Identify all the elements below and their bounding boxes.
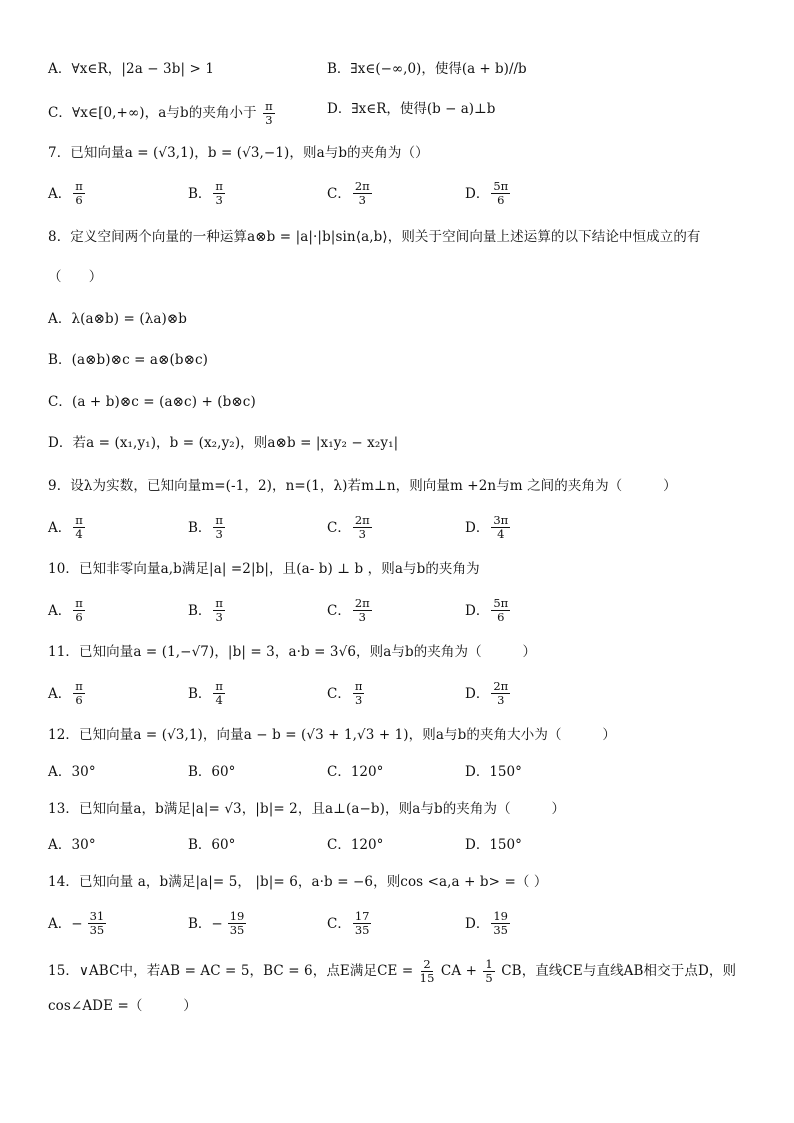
minus-sign: − xyxy=(71,915,83,932)
option-label: D． xyxy=(465,519,490,536)
q13-option-b: B．60° xyxy=(188,837,236,853)
fraction-denominator: 6 xyxy=(75,693,83,707)
q15-stem xyxy=(48,958,736,985)
q10-stem: 10．已知非零向量a,b满足|a| =2|b|，且(a- b) ⊥ b ，则a与b的夹角为 xyxy=(48,561,480,577)
option-fraction xyxy=(213,597,225,624)
option-label: D． xyxy=(465,685,490,702)
option-fraction xyxy=(491,680,510,707)
fraction-numerator: 2π xyxy=(354,596,370,610)
fraction-denominator: 6 xyxy=(497,610,505,624)
q14-option-b xyxy=(188,910,248,937)
fraction-denominator: 35 xyxy=(229,923,245,937)
q13-option-a: A．30° xyxy=(48,837,96,853)
fraction-denominator: 6 xyxy=(497,193,505,207)
q8-option-c: C．(a + b)⊗c = (a⊗c) + (b⊗c) xyxy=(48,394,256,410)
option-label: C． xyxy=(327,185,351,202)
q9-option-b xyxy=(188,514,227,541)
fraction-denominator: 3 xyxy=(354,693,363,707)
fraction-denominator: 35 xyxy=(354,923,370,937)
q8-option-b: B．(a⊗b)⊗c = a⊗(b⊗c) xyxy=(48,352,209,368)
option-label: C． xyxy=(327,685,351,702)
option-c-fraction xyxy=(263,100,275,127)
q12-option-a: A．30° xyxy=(48,764,96,780)
option-label: B． xyxy=(188,685,212,702)
option-fraction xyxy=(353,680,365,707)
option-label: C． xyxy=(327,519,351,536)
q7-stem: 7．已知向量a = (√3,1)，b = (√3,−1)，则a与b的夹角为（） xyxy=(48,145,429,161)
option-fraction xyxy=(73,514,85,541)
option-fraction xyxy=(228,910,247,937)
q10-option-d xyxy=(465,597,512,624)
q9-option-c xyxy=(327,514,374,541)
minus-sign: − xyxy=(211,915,223,932)
fraction-denominator: 3 xyxy=(215,610,223,624)
fraction-numerator: π xyxy=(75,513,83,527)
fraction-numerator: π xyxy=(215,513,223,527)
q7-option-d xyxy=(465,180,512,207)
q15-fraction-2 xyxy=(483,958,494,985)
option-fraction xyxy=(353,597,372,624)
fraction-numerator: 2π xyxy=(354,513,370,527)
q12-option-c: C．120° xyxy=(327,764,384,780)
option-fraction xyxy=(73,680,85,707)
q8-stem: 8．定义空间两个向量的一种运算a⊗b = |a|·|b|sin⟨a,b⟩，则关于空间向量上述运算的以下结论中恒成立的有 xyxy=(48,229,701,245)
q10-option-a xyxy=(48,597,87,624)
q11-option-b xyxy=(188,680,227,707)
option-label: B． xyxy=(188,185,212,202)
fraction-numerator: π xyxy=(75,596,83,610)
option-label: A． xyxy=(48,602,72,619)
q9-option-a xyxy=(48,514,87,541)
fraction-numerator: π xyxy=(215,679,223,693)
fraction-numerator: π xyxy=(265,99,273,113)
option-c-text: C．∀x∈[0,+∞)，a与b的夹角小于 xyxy=(48,105,257,121)
fraction-numerator: π xyxy=(354,679,363,693)
option-fraction xyxy=(213,514,225,541)
q12-option-d: D．150° xyxy=(465,764,522,780)
option-fraction xyxy=(213,680,225,707)
q13-option-c: C．120° xyxy=(327,837,384,853)
fraction-numerator: 2 xyxy=(423,957,431,971)
fraction-numerator: π xyxy=(75,679,83,693)
q8-option-d: D．若a = (x₁,y₁)，b = (x₂,y₂)，则a⊗b = |x₁y₂ − x₂y₁| xyxy=(48,435,399,451)
option-label: B． xyxy=(188,602,212,619)
fraction-numerator: π xyxy=(215,179,223,193)
fraction-denominator: 35 xyxy=(89,923,105,937)
fraction-numerator: 2π xyxy=(354,179,370,193)
q14-stem: 14．已知向量 a，b满足|a|= 5， |b|= 6，a·b = −6，则cos <a,a + b> =（ ） xyxy=(48,874,548,890)
option-label: C． xyxy=(327,915,351,932)
fraction-numerator: 17 xyxy=(354,909,370,923)
q15-stem-mid: CA + xyxy=(440,963,478,979)
option-label: C． xyxy=(327,602,351,619)
q7-option-c xyxy=(327,180,374,207)
fraction-denominator: 5 xyxy=(485,971,493,985)
option-a-top: A．∀x∈R，|2a − 3b| > 1 xyxy=(48,61,215,77)
q10-option-c xyxy=(327,597,374,624)
option-fraction xyxy=(491,597,510,624)
fraction-denominator: 4 xyxy=(215,693,223,707)
fraction-denominator: 6 xyxy=(75,193,83,207)
fraction-numerator: 2π xyxy=(493,679,509,693)
q8-paren: （ ） xyxy=(48,269,103,285)
q15-line2: cos∠ADE =（ ） xyxy=(48,998,197,1014)
option-fraction xyxy=(73,597,85,624)
fraction-denominator: 3 xyxy=(358,193,366,207)
q13-stem: 13．已知向量a，b满足|a|= √3，|b|= 2，且a⊥(a−b)，则a与b的夹角为（ ） xyxy=(48,801,566,817)
q15-stem-pre: 15．∨ABC中，若AB = AC = 5，BC = 6，点E满足CE = xyxy=(48,963,414,979)
fraction-denominator: 3 xyxy=(265,113,273,127)
q11-stem: 11．已知向量a = (1,−√7)，|b| = 3，a·b = 3√6，则a与b的夹角为（ ） xyxy=(48,644,537,660)
option-label: A． xyxy=(48,915,72,932)
fraction-denominator: 4 xyxy=(497,527,505,541)
q12-option-b: B．60° xyxy=(188,764,236,780)
option-fraction xyxy=(353,514,372,541)
q13-option-d: D．150° xyxy=(465,837,522,853)
q10-option-b xyxy=(188,597,227,624)
option-label: B． xyxy=(188,915,212,932)
fraction-numerator: 5π xyxy=(493,596,509,610)
fraction-denominator: 3 xyxy=(358,527,366,541)
option-label: B． xyxy=(188,519,212,536)
q14-option-a xyxy=(48,910,108,937)
option-label: D． xyxy=(465,602,490,619)
q7-option-a xyxy=(48,180,87,207)
q9-option-d xyxy=(465,514,512,541)
option-label: A． xyxy=(48,685,72,702)
option-fraction xyxy=(213,180,225,207)
fraction-numerator: 3π xyxy=(493,513,509,527)
fraction-denominator: 3 xyxy=(215,193,223,207)
option-fraction xyxy=(353,180,372,207)
q7-option-b xyxy=(188,180,227,207)
q11-option-a xyxy=(48,680,87,707)
fraction-numerator: π xyxy=(75,179,83,193)
option-fraction xyxy=(73,180,85,207)
q15-stem-post: CB，直线CE与直线AB相交于点D，则 xyxy=(501,963,737,979)
q15-fraction-1 xyxy=(420,958,435,985)
option-fraction xyxy=(491,910,510,937)
option-d-top: D．∃x∈R，使得(b − a)⊥b xyxy=(327,101,496,117)
q14-option-c xyxy=(327,910,373,937)
option-fraction xyxy=(88,910,107,937)
fraction-denominator: 4 xyxy=(75,527,83,541)
fraction-denominator: 3 xyxy=(497,693,505,707)
fraction-numerator: 19 xyxy=(493,909,508,923)
q14-option-d xyxy=(465,910,512,937)
option-fraction xyxy=(353,910,372,937)
q9-stem: 9．设λ为实数，已知向量m=(-1，2)，n=(1，λ)若m⊥n，则向量m +2n与m 之间的夹角为（ ） xyxy=(48,478,677,494)
q11-option-c xyxy=(327,680,366,707)
q11-option-d xyxy=(465,680,512,707)
option-b-top: B．∃x∈(−∞,0)，使得(a + b)//b xyxy=(327,61,527,77)
option-label: D． xyxy=(465,185,490,202)
option-fraction xyxy=(491,514,510,541)
fraction-denominator: 3 xyxy=(358,610,366,624)
q12-stem: 12．已知向量a = (√3,1)，向量a − b = (√3 + 1,√3 + 1)，则a与b的夹角大小为（ ） xyxy=(48,727,616,743)
option-fraction xyxy=(491,180,510,207)
option-c-top xyxy=(48,100,277,127)
fraction-denominator: 15 xyxy=(419,971,435,985)
fraction-denominator: 6 xyxy=(75,610,83,624)
fraction-numerator: π xyxy=(215,596,223,610)
option-label: A． xyxy=(48,519,72,536)
option-label: A． xyxy=(48,185,72,202)
fraction-numerator: 5π xyxy=(493,179,509,193)
option-label: D． xyxy=(465,915,490,932)
q8-option-a: A．λ(a⊗b) = (λa)⊗b xyxy=(48,311,188,327)
fraction-numerator: 31 xyxy=(89,909,105,923)
fraction-numerator: 1 xyxy=(485,957,493,971)
fraction-denominator: 3 xyxy=(215,527,223,541)
fraction-numerator: 19 xyxy=(229,909,245,923)
fraction-denominator: 35 xyxy=(493,923,508,937)
